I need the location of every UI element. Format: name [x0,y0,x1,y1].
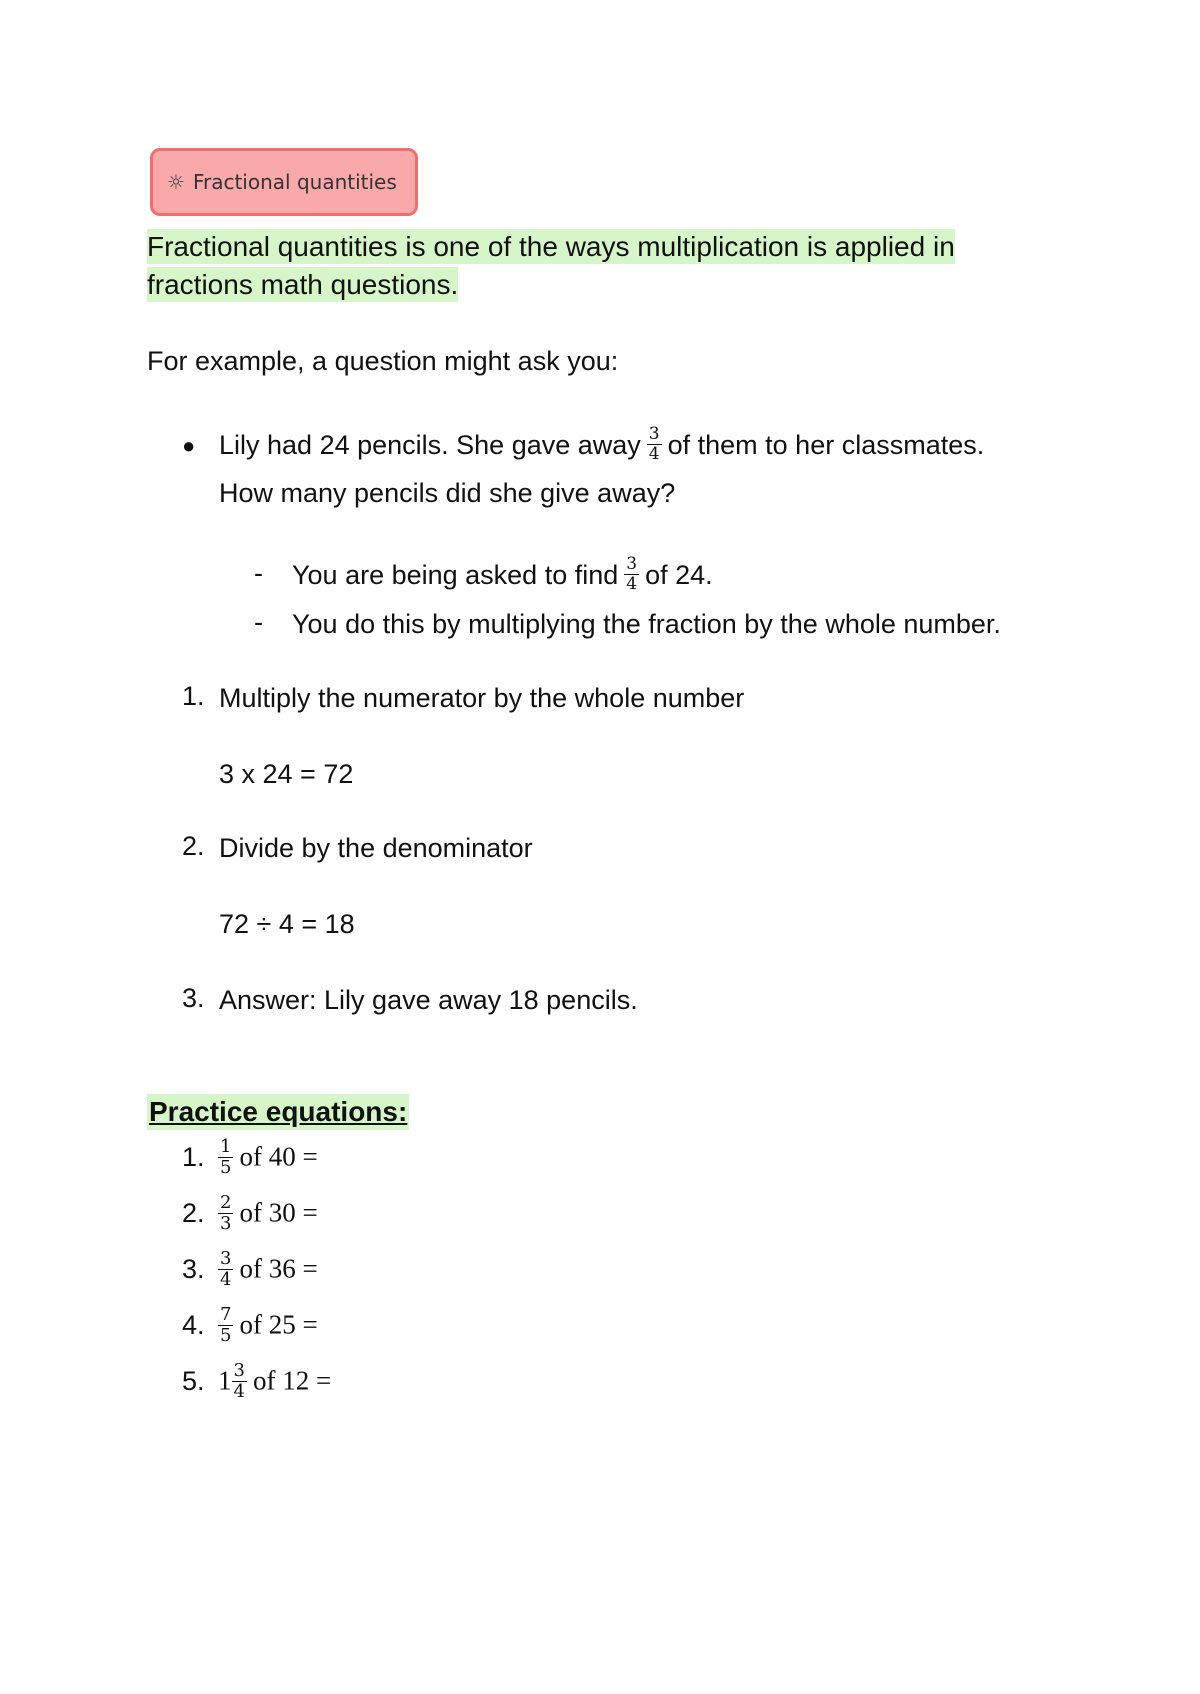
practice-number: 5. [182,1365,205,1396]
fraction-numerator: 3 [220,1248,232,1269]
intro-line-1: Fractional quantities is one of the ways multiplication is applied in [147,231,955,262]
question-text-part1: Lily had 24 pencils. She gave away [219,430,641,460]
step-3-text: Answer: Lily gave away 18 pencils. [219,985,638,1015]
practice-title: Practice equations: [147,1094,409,1130]
gear-icon: ☼ [167,170,185,194]
dash-marker: - [254,607,263,637]
fraction-denominator: 3 [220,1213,232,1234]
practice-number: 1. [182,1141,205,1172]
practice-item [182,1360,332,1403]
practice-rest: of 25 = [239,1309,318,1340]
step-number: 3. [182,983,205,1013]
note-1 [292,554,713,595]
step-number: 1. [182,681,205,711]
note-1-before: You are being asked to find [292,560,619,590]
fraction [218,1250,233,1289]
practice-number: 3. [182,1253,205,1284]
fraction-denominator: 5 [220,1157,232,1178]
practice-rest: of 36 = [239,1253,318,1284]
practice-number: 2. [182,1197,205,1228]
fraction [218,1194,233,1233]
fraction-numerator: 1 [220,1136,232,1157]
practice-item [182,1248,318,1291]
question-line-2: How many pencils did she give away? [219,478,676,508]
intro-line-2: fractions math questions. [147,269,459,300]
example-lead: For example, a question might ask you: [147,346,619,376]
fraction-numerator: 7 [220,1304,232,1325]
note-1-after: of 24. [645,560,713,590]
practice-item [182,1304,318,1347]
step-1-text: Multiply the numerator by the whole number [219,683,745,713]
fraction [624,556,639,593]
badge-label: Fractional quantities [192,170,397,194]
practice-number: 4. [182,1309,205,1340]
fraction [218,1138,233,1177]
dash-marker: - [254,558,263,588]
fraction-denominator: 4 [220,1269,232,1290]
practice-rest: of 30 = [239,1197,318,1228]
question-text-part2: of them to her classmates. [667,430,985,460]
practice-rest: of 40 = [239,1141,318,1172]
fraction-numerator: 3 [626,554,638,575]
step-2-text: Divide by the denominator [219,833,533,863]
fraction-denominator: 5 [220,1325,232,1346]
intro-paragraph [147,228,1047,304]
step-2-calc: 72 ÷ 4 = 18 [219,909,355,939]
fraction-numerator: 3 [648,424,660,445]
fraction-numerator: 3 [233,1360,245,1381]
fraction-denominator: 4 [626,574,638,595]
section-badge [150,148,418,216]
step-number: 2. [182,831,205,861]
fraction [232,1362,247,1401]
fraction [647,426,662,463]
practice-rest: of 12 = [252,1365,332,1396]
question-line-1 [219,424,985,465]
fraction [218,1306,233,1345]
fraction-denominator: 4 [233,1381,245,1402]
practice-item [182,1136,318,1179]
fraction-numerator: 2 [220,1192,232,1213]
practice-whole: 1 [218,1365,232,1396]
practice-item [182,1192,318,1235]
note-2: You do this by multiplying the fraction by the whole number. [292,609,1001,639]
fraction-denominator: 4 [648,444,660,465]
step-1-calc: 3 x 24 = 72 [219,759,354,789]
bullet-marker: ● [182,433,196,458]
